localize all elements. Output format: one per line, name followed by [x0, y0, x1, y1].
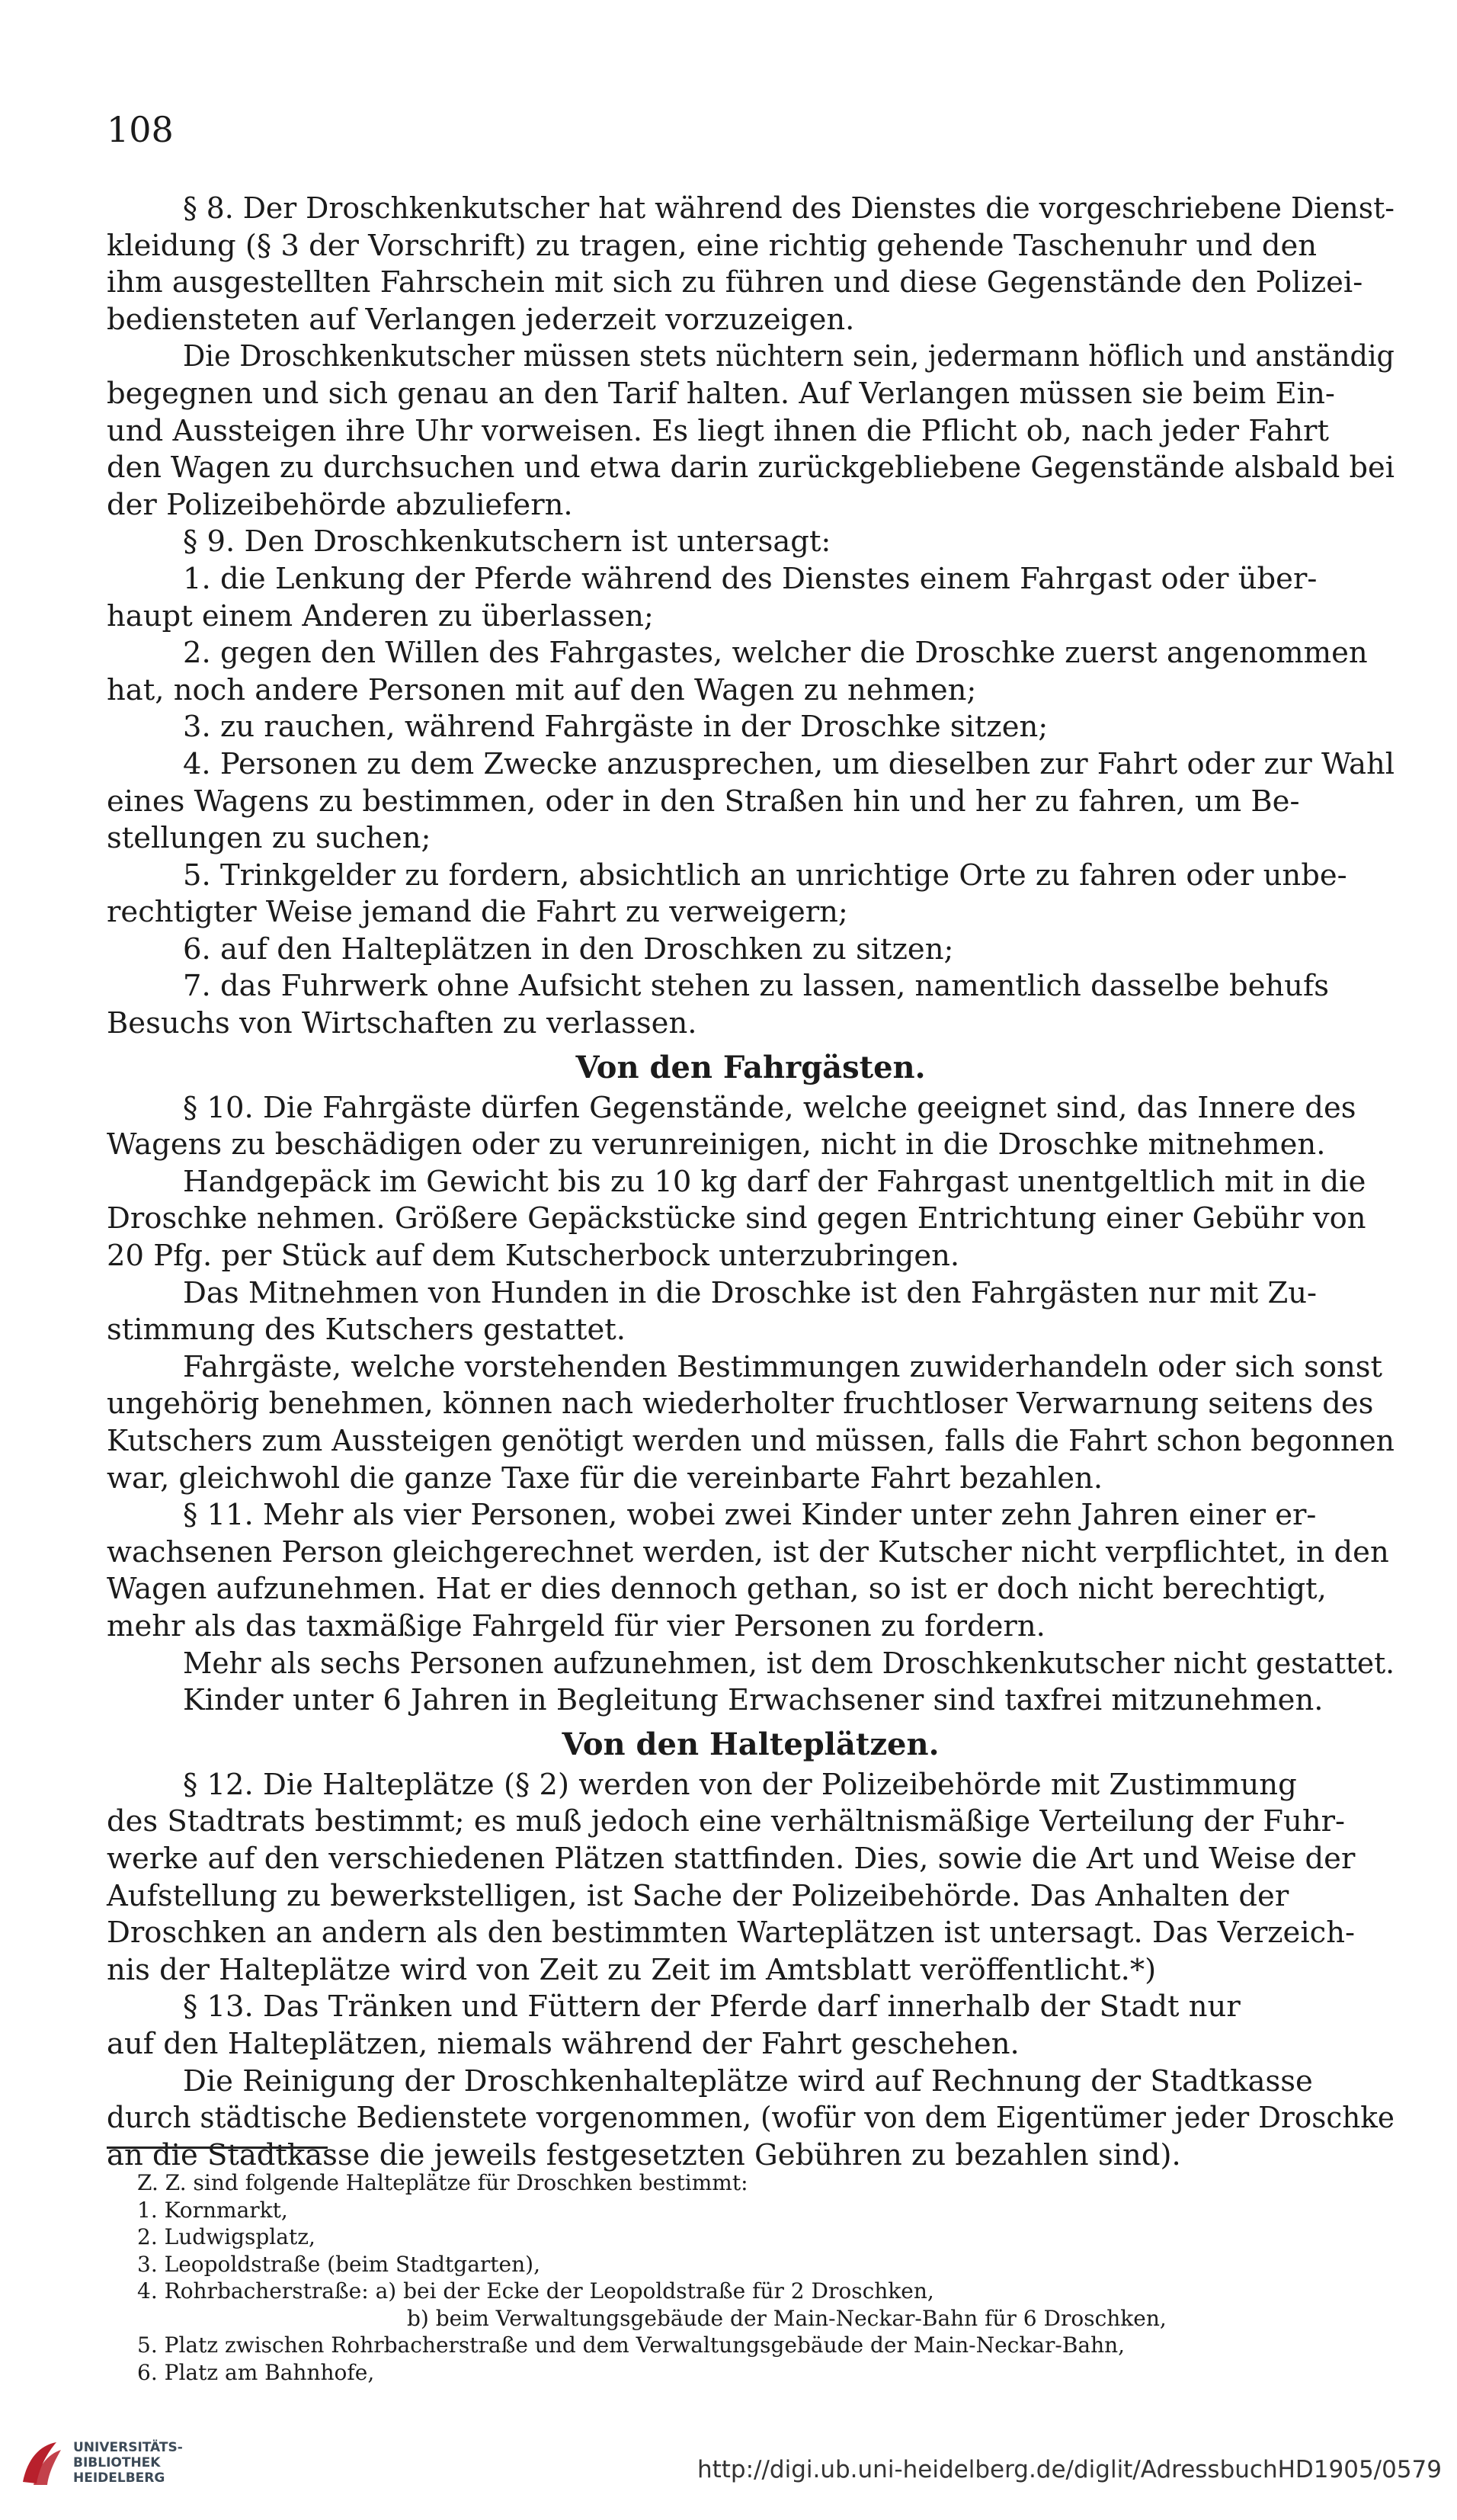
- section-heading: Von den Halteplätzen.: [562, 1726, 940, 1762]
- text-line: Droschke nehmen. Größere Gepäckstücke sind gegen Entrichtung einer Gebühr von: [107, 1201, 1366, 1236]
- library-logo[interactable]: [17, 2429, 215, 2497]
- text-line: ihm ausgestellten Fahrschein mit sich zu führen und diese Gegenstände den Polizei-: [107, 265, 1363, 300]
- text-line: rechtigter Weise jemand die Fahrt zu verweigern;: [107, 895, 848, 930]
- logo-line: BIBLIOTHEK: [73, 2455, 161, 2470]
- library-seal-icon: [17, 2436, 66, 2490]
- text-line: Besuchs von Wirtschaften zu verlassen.: [107, 1006, 697, 1041]
- text-line: § 10. Die Fahrgäste dürfen Gegenstände, welche geeignet sind, das Innere des: [183, 1090, 1356, 1125]
- text-line: durch städtische Bedienstete vorgenommen, (wofür von dem Eigentümer jeder Droschke: [107, 2101, 1395, 2136]
- text-line: Mehr als sechs Personen aufzunehmen, ist dem Droschkenkutscher nicht gestattet.: [183, 1646, 1395, 1681]
- text-line: mehr als das taxmäßige Fahrgeld für vier Personen zu fordern.: [107, 1608, 1046, 1643]
- text-line: den Wagen zu durchsuchen und etwa darin zurückgebliebene Gegenstände alsbald bei: [107, 450, 1395, 486]
- footnote-line: 6. Platz am Bahnhofe,: [137, 2359, 375, 2385]
- text-line: kleidung (§ 3 der Vorschrift) zu tragen, eine richtig gehende Taschenuhr und den: [107, 228, 1318, 263]
- footnote-line: Z. Z. sind folgende Halteplätze für Droschken bestimmt:: [137, 2170, 748, 2195]
- text-line: 5. Trinkgelder zu fordern, absichtlich an unrichtige Orte zu fahren oder unbe-: [183, 858, 1347, 893]
- footnote-line: 1. Kornmarkt,: [137, 2197, 288, 2223]
- text-line: Das Mitnehmen von Hunden in die Droschke ist den Fahrgästen nur mit Zu-: [183, 1275, 1318, 1310]
- logo-line: UNIVERSITÄTS-: [73, 2440, 183, 2455]
- text-line: § 11. Mehr als vier Personen, wobei zwei Kinder unter zehn Jahren einer er-: [183, 1498, 1317, 1533]
- text-line: 6. auf den Halteplätzen in den Droschken zu sitzen;: [183, 931, 954, 967]
- text-line: § 13. Das Tränken und Füttern der Pferde darf innerhalb der Stadt nur: [183, 1989, 1241, 2025]
- text-line: auf den Halteplätzen, niemals während der Fahrt geschehen.: [107, 2026, 1020, 2061]
- text-line: § 12. Die Halteplätze (§ 2) werden von der Polizeibehörde mit Zustimmung: [183, 1767, 1297, 1802]
- text-line: und Aussteigen ihre Uhr vorweisen. Es liegt ihnen die Pflicht ob, nach jeder Fahrt: [107, 413, 1329, 448]
- text-line: Wagen aufzunehmen. Hat er dies dennoch gethan, so ist er doch nicht berechtigt,: [107, 1572, 1327, 1607]
- text-line: Die Reinigung der Droschkenhalteplätze wird auf Rechnung der Stadtkasse: [183, 2063, 1313, 2098]
- text-line: ungehörig benehmen, können nach wiederholter fruchtloser Verwarnung seitens des: [107, 1387, 1374, 1422]
- text-line: der Polizeibehörde abzuliefern.: [107, 487, 573, 522]
- page-number: 108: [107, 109, 174, 150]
- text-line: war, gleichwohl die ganze Taxe für die vereinbarte Fahrt bezahlen.: [107, 1460, 1103, 1496]
- text-line: begegnen und sich genau an den Tarif halten. Auf Verlangen müssen sie beim Ein-: [107, 376, 1335, 411]
- footnote-line: 2. Ludwigsplatz,: [137, 2224, 315, 2249]
- section-heading: Von den Fahrgästen.: [575, 1049, 926, 1085]
- text-line: Kinder unter 6 Jahren in Begleitung Erwachsener sind taxfrei mitzunehmen.: [183, 1683, 1324, 1718]
- text-line: werke auf den verschiedenen Plätzen stattfinden. Dies, sowie die Art und Weise der: [107, 1841, 1356, 1876]
- text-line: wachsenen Person gleichgerechnet werden, ist der Kutscher nicht verpflichtet, in den: [107, 1534, 1389, 1569]
- footnote-line: 3. Leopoldstraße (beim Stadtgarten),: [137, 2251, 540, 2277]
- footnote-line: b) beim Verwaltungsgebäude der Main-Neckar-Bahn für 6 Droschken,: [407, 2305, 1167, 2331]
- text-line: 20 Pfg. per Stück auf dem Kutscherbock unterzubringen.: [107, 1239, 960, 1274]
- main-text: [107, 191, 1395, 2174]
- text-line: Fahrgäste, welche vorstehenden Bestimmungen zuwiderhandeln oder sich sonst: [183, 1349, 1383, 1384]
- text-line: 2. gegen den Willen des Fahrgastes, welcher die Droschke zuerst angenommen: [183, 636, 1368, 671]
- footnote-line: 4. Rohrbacherstraße: a) bei der Ecke der Leopoldstraße für 2 Droschken,: [137, 2278, 934, 2304]
- text-line: Aufstellung zu bewerkstelligen, ist Sache der Polizeibehörde. Das Anhalten der: [107, 1878, 1289, 1913]
- text-line: an die Stadtkasse die jeweils festgesetzten Gebühren zu bezahlen sind).: [107, 2137, 1181, 2172]
- logo-line: HEIDELBERG: [73, 2470, 165, 2486]
- footnote-line: 5. Platz zwischen Rohrbacherstraße und dem Verwaltungsgebäude der Main-Neckar-Bahn,: [137, 2332, 1126, 2358]
- source-url[interactable]: http://digi.ub.uni-heidelberg.de/diglit/AdressbuchHD1905/0579: [696, 2456, 1442, 2483]
- text-line: haupt einem Anderen zu überlassen;: [107, 598, 654, 633]
- text-line: 7. das Fuhrwerk ohne Aufsicht stehen zu lassen, namentlich dasselbe behufs: [183, 969, 1329, 1004]
- text-line: Wagens zu beschädigen oder zu verunreinigen, nicht in die Droschke mitnehmen.: [107, 1127, 1326, 1162]
- footnotes: [137, 2169, 1356, 2386]
- text-line: stellungen zu suchen;: [107, 821, 431, 856]
- text-line: 4. Personen zu dem Zwecke anzusprechen, um dieselben zur Fahrt oder zur Wahl: [183, 746, 1395, 781]
- footnote-divider: [107, 2146, 328, 2149]
- text-line: eines Wagens zu bestimmen, oder in den Straßen hin und her zu fahren, um Be-: [107, 784, 1300, 819]
- text-line: Kutschers zum Aussteigen genötigt werden und müssen, falls die Fahrt schon begonnen: [107, 1424, 1395, 1458]
- text-line: stimmung des Kutschers gestattet.: [107, 1313, 626, 1348]
- text-line: 1. die Lenkung der Pferde während des Dienstes einem Fahrgast oder über-: [183, 561, 1318, 596]
- text-line: § 8. Der Droschkenkutscher hat während des Dienstes die vorgeschriebene Dienst-: [183, 191, 1395, 226]
- text-line: des Stadtrats bestimmt; es muß jedoch eine verhältnismäßige Verteilung der Fuhr-: [107, 1804, 1346, 1839]
- text-line: 3. zu rauchen, während Fahrgäste in der Droschke sitzen;: [183, 710, 1049, 745]
- text-line: Handgepäck im Gewicht bis zu 10 kg darf der Fahrgast unentgeltlich mit in die: [183, 1164, 1366, 1199]
- text-line: Die Droschkenkutscher müssen stets nüchtern sein, jedermann höflich und anständig: [183, 339, 1395, 374]
- text-line: bediensteten auf Verlangen jederzeit vorzuzeigen.: [107, 302, 855, 337]
- text-line: § 9. Den Droschkenkutschern ist untersagt:: [183, 524, 831, 559]
- text-line: hat, noch andere Personen mit auf den Wagen zu nehmen;: [107, 672, 977, 707]
- text-line: Droschken an andern als den bestimmten Warteplätzen ist untersagt. Das Verzeich-: [107, 1916, 1355, 1951]
- text-line: nis der Halteplätze wird von Zeit zu Zeit im Amtsblatt veröffentlicht.*): [107, 1952, 1157, 1987]
- library-name: [73, 2440, 183, 2486]
